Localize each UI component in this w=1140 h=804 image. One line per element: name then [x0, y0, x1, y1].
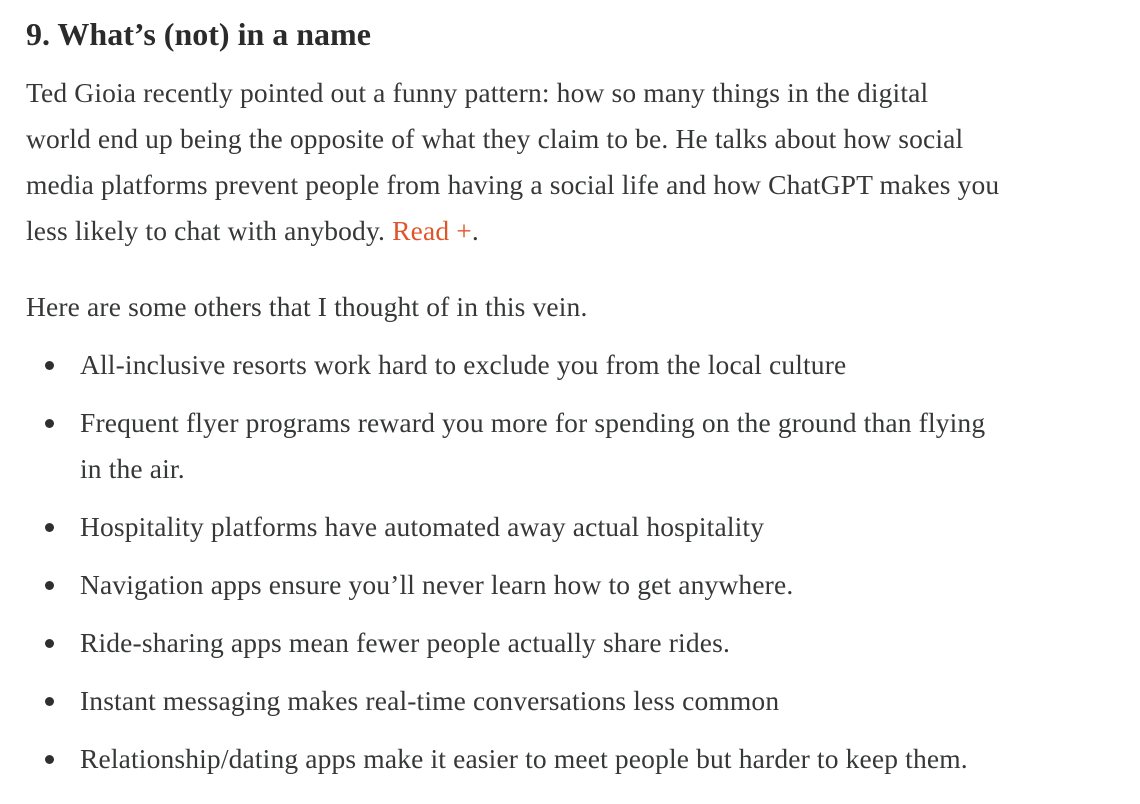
bullet-dot-icon: [45, 755, 54, 764]
intro-line: world end up being the opposite of what they claim to be. He talks about how social: [26, 123, 964, 154]
list-item-text-continued: in the air.: [80, 453, 185, 484]
list-item: [26, 504, 1126, 550]
list-item: [26, 736, 1126, 782]
examples-list: [26, 342, 1126, 782]
bullet-dot-icon: [45, 361, 54, 370]
list-item-text: Relationship/dating apps make it easier to meet people but harder to keep them.: [80, 743, 968, 774]
list-item-text: All-inclusive resorts work hard to exclude you from the local culture: [80, 349, 847, 380]
article: [26, 0, 1126, 794]
list-item-text: Frequent flyer programs reward you more for spending on the ground than flying: [80, 407, 986, 438]
list-item: [26, 620, 1126, 666]
list-item: [26, 342, 1126, 388]
section-heading: 9. What’s (not) in a name: [26, 16, 371, 52]
list-item: [26, 400, 1126, 492]
bullet-dot-icon: [45, 639, 54, 648]
intro-paragraph: [26, 70, 1126, 254]
intro-period: .: [471, 215, 479, 246]
list-lead-text: Here are some others that I thought of in this vein.: [26, 291, 588, 322]
list-item: [26, 562, 1126, 608]
intro-line-text: less likely to chat with anybody.: [26, 215, 393, 246]
intro-line: media platforms prevent people from having a social life and how ChatGPT makes you: [26, 169, 1000, 200]
list-item-text: Navigation apps ensure you’ll never learn how to get anywhere.: [80, 569, 794, 600]
list-item-text: Ride-sharing apps mean fewer people actually share rides.: [80, 627, 730, 658]
list-item: [26, 678, 1126, 724]
read-more-link[interactable]: Read +: [392, 215, 472, 246]
bullet-dot-icon: [45, 419, 54, 428]
bullet-dot-icon: [45, 581, 54, 590]
list-item-text: Instant messaging makes real-time conversations less common: [80, 685, 780, 716]
intro-line-last: [26, 208, 1126, 254]
bullet-dot-icon: [45, 697, 54, 706]
bullet-dot-icon: [45, 523, 54, 532]
intro-line: Ted Gioia recently pointed out a funny pattern: how so many things in the digital: [26, 77, 929, 108]
list-item-text: Hospitality platforms have automated away actual hospitality: [80, 511, 765, 542]
